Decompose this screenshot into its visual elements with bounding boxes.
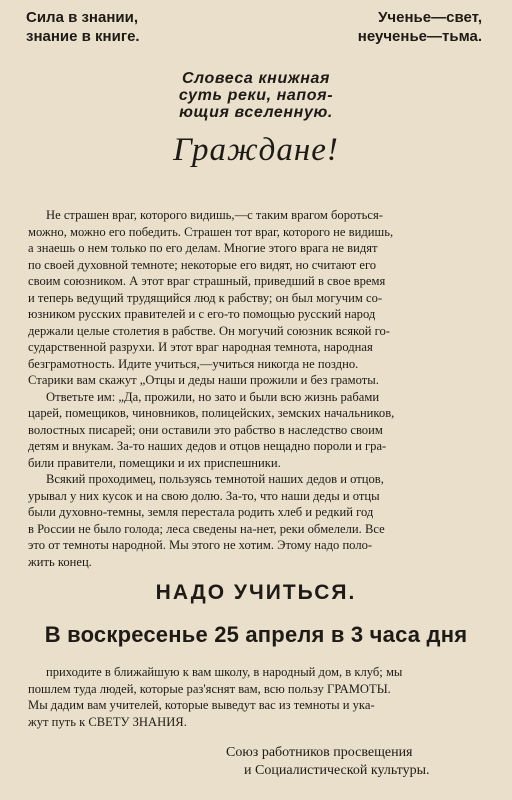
body-line: царей, помещиков, чиновников, полицейских, земских начальников,	[28, 406, 395, 420]
signature-line: Союз работников просвещения	[226, 745, 413, 760]
body-line: а знаешь о нем только по его делам. Многие этого врага не видят	[28, 241, 378, 255]
motto-right-line: неученье—тьма.	[357, 28, 482, 45]
body-line: Не страшен враг, которого видишь,—с таким врагом бороться-	[46, 208, 383, 222]
body-line: безграмотность. Идите учиться,—учиться никогда не поздно.	[28, 356, 359, 371]
signature-line: и Социалистической культуры.	[244, 763, 430, 778]
body-line: волостных писарей; они оставили это рабство в наследство своим	[28, 422, 383, 437]
body-line: жить конец.	[28, 554, 92, 569]
signature	[226, 744, 430, 780]
body-line: держали целые столетия в рабстве. Он могучий союзник всякой го-	[28, 323, 390, 338]
body-line: были духовно-темны, земля перестала родить хлеб и редкий год	[28, 505, 374, 519]
body-line: били правители, помещики и их приспешники.	[28, 455, 281, 470]
call-to-study: НАДО УЧИТЬСЯ.	[155, 581, 357, 604]
invite-line: Мы дадим вам учителей, которые выведут вас из темноты и ука-	[28, 698, 375, 712]
body-line: Ответьте им: „Да, прожили, но зато и были всю жизнь рабами	[46, 389, 380, 404]
body-line: юзником русских правителей и с его-то помощью русский народ	[28, 307, 376, 321]
body-text	[28, 207, 486, 570]
motto-left-line: Сила в знании,	[26, 9, 139, 26]
quote-line: Словеса книжная	[182, 70, 330, 87]
body-line: своим союзником. А этот враг страшный, приведший в свое время	[28, 274, 386, 288]
body-line: Всякий проходимец, пользуясь темнотой наших дедов и отцов,	[46, 472, 384, 486]
body-line: Старики вам скажут „Отцы и деды наши прожили и без грамоты.	[28, 373, 379, 387]
invite-line: приходите в ближайшую к вам школу, в народный дом, в клуб; мы	[46, 665, 403, 679]
invite-text	[28, 664, 486, 730]
motto-left-line: знание в книге.	[26, 28, 140, 45]
body-line: по своей духовной темноте; некоторые его видят, но считают его	[28, 257, 377, 272]
invite-line: жут путь к СВЕТУ ЗНАНИЯ.	[28, 714, 187, 729]
body-line: можно, можно его победить. Страшен тот враг, которого не видишь,	[28, 224, 394, 239]
quote-line: суть реки, напоя-	[178, 87, 334, 104]
body-line: детям и внукам. За-то наших дедов и отцов нещадно пороли и гра-	[28, 439, 387, 453]
body-line: в России не было голода; леса сведены на-нет, реки обмелели. Все	[28, 521, 385, 536]
quote-line: ющия вселенную.	[179, 104, 333, 121]
quote-block	[0, 70, 512, 121]
motto-left	[26, 8, 140, 46]
body-line: и теперь ведущий трудящийся люд к рабству; он был могучим со-	[28, 290, 383, 305]
body-line: это от темноты народной. Мы этого не хотим. Этому надо поло-	[28, 538, 373, 552]
motto-right	[358, 8, 482, 46]
date-line: В воскресенье 25 апреля в 3 часа дня	[44, 622, 468, 647]
body-line: урывал у них кусок и на свою долю. За-то, что наши деды и отцы	[28, 488, 380, 503]
invite-line: пошлем туда людей, которые раз'яснят вам, всю пользу ГРАМОТЫ.	[28, 681, 391, 696]
heading: Граждане!	[173, 132, 339, 168]
motto-right-line: Ученье—свет,	[378, 9, 482, 26]
body-line: сударственной разрухи. И этот враг народная темнота, народная	[28, 340, 373, 354]
